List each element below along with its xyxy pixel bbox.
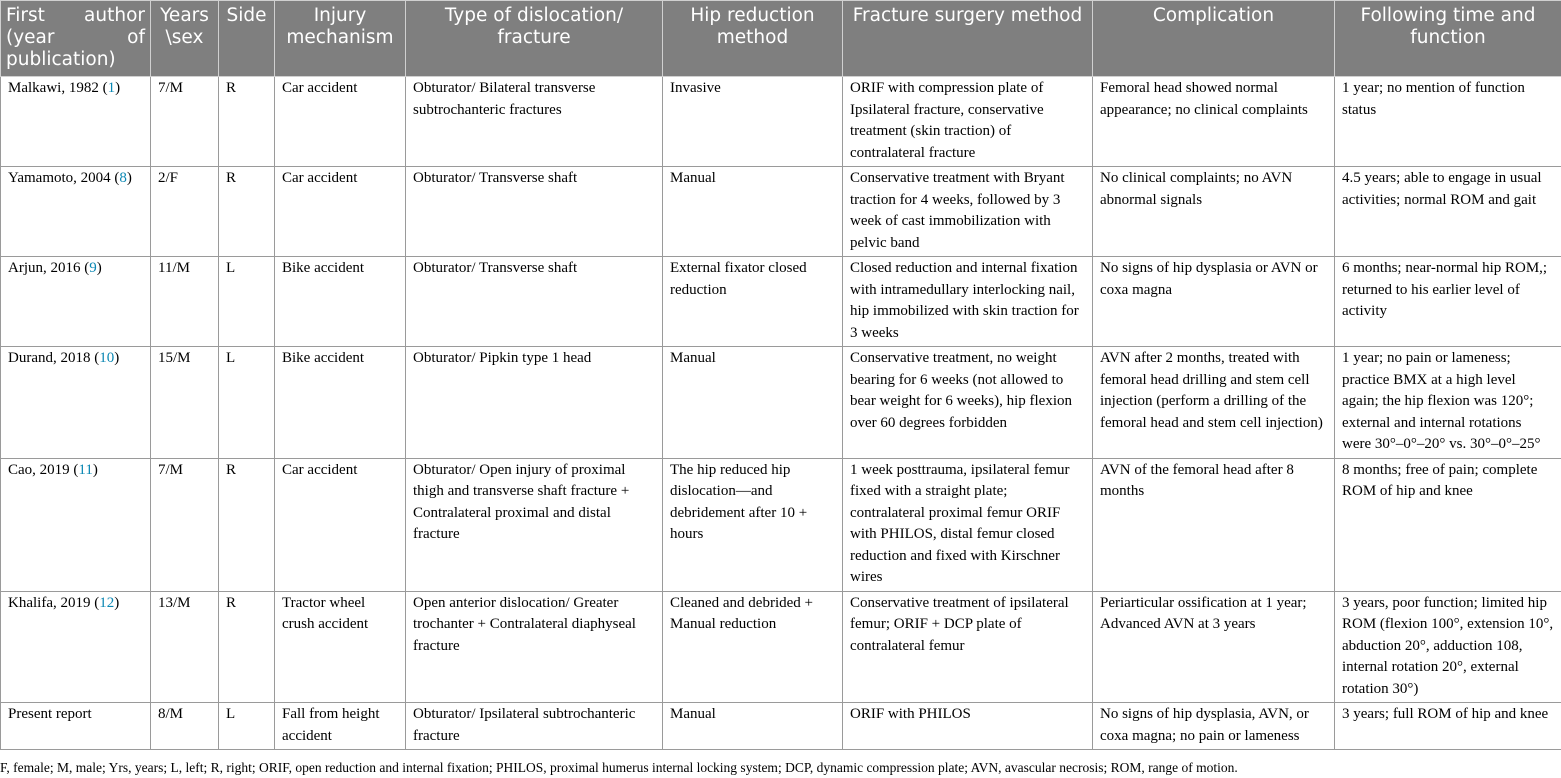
cell-followup: 6 months; near-normal hip ROM,; returned to his earlier level of activity: [1335, 257, 1561, 347]
cell-reduction: Manual: [663, 347, 843, 459]
table-row: [1, 591, 1561, 703]
header-side: Side: [219, 1, 275, 77]
citation-link[interactable]: 9: [89, 260, 97, 276]
citation-link[interactable]: 8: [119, 170, 127, 186]
header-years-sex: Years \sex: [151, 1, 219, 77]
cell-complication: AVN after 2 months, treated with femoral head drilling and stem cell injection (perform a drilling of the femoral head and stem cell injection): [1093, 347, 1335, 459]
header-dislocation-type: Type of dislocation/ fracture: [406, 1, 663, 77]
cell-author: Cao, 2019 (11): [1, 458, 151, 591]
cell-followup: 3 years, poor function; limited hip ROM (flexion 100°, extension 10°, abduction 20°, adduction 108, internal rotation 20°, external rotation 30°): [1335, 591, 1561, 703]
cell-age-sex: 13/M: [151, 591, 219, 703]
cell-side: L: [219, 347, 275, 459]
cell-mechanism: Bike accident: [275, 347, 406, 459]
cell-side: L: [219, 257, 275, 347]
cell-dislocation: Obturator/ Transverse shaft: [406, 257, 663, 347]
table-row: [1, 77, 1561, 167]
cell-surgery: Closed reduction and internal fixation with intramedullary interlocking nail, hip immobilized with skin traction for 3 weeks: [843, 257, 1093, 347]
table-row: [1, 167, 1561, 257]
cell-dislocation: Open anterior dislocation/ Greater trochanter + Contralateral diaphyseal fracture: [406, 591, 663, 703]
cell-author: Present report: [1, 703, 151, 750]
cell-followup: 8 months; free of pain; complete ROM of hip and knee: [1335, 458, 1561, 591]
cell-surgery: Conservative treatment of ipsilateral femur; ORIF + DCP plate of contralateral femur: [843, 591, 1093, 703]
cell-dislocation: Obturator/ Pipkin type 1 head: [406, 347, 663, 459]
cell-mechanism: Bike accident: [275, 257, 406, 347]
cell-mechanism: Car accident: [275, 458, 406, 591]
cell-side: L: [219, 703, 275, 750]
cell-surgery: Conservative treatment with Bryant traction for 4 weeks, followed by 3 week of cast immobilization with pelvic band: [843, 167, 1093, 257]
table-row: [1, 257, 1561, 347]
cell-author: Arjun, 2016 (9): [1, 257, 151, 347]
cell-reduction: Manual: [663, 167, 843, 257]
table-header-row: [1, 1, 1561, 77]
cell-reduction: The hip reduced hip dislocation—and debridement after 10 + hours: [663, 458, 843, 591]
cell-side: R: [219, 167, 275, 257]
header-injury-mechanism: Injury mechanism: [275, 1, 406, 77]
cell-followup: 3 years; full ROM of hip and knee: [1335, 703, 1561, 750]
cell-mechanism: Car accident: [275, 77, 406, 167]
cell-dislocation: Obturator/ Transverse shaft: [406, 167, 663, 257]
cell-surgery: 1 week posttrauma, ipsilateral femur fixed with a straight plate; contralateral proximal femur ORIF with PHILOS, distal femur closed reduction and fixed with Kirschner wires: [843, 458, 1093, 591]
cell-complication: No signs of hip dysplasia, AVN, or coxa magna; no pain or lameness: [1093, 703, 1335, 750]
cell-dislocation: Obturator/ Bilateral transverse subtrochanteric fractures: [406, 77, 663, 167]
cell-author: Durand, 2018 (10): [1, 347, 151, 459]
cell-surgery: Conservative treatment, no weight bearing for 6 weeks (not allowed to bear weight for 6 weeks), hip flexion over 60 degrees forbidden: [843, 347, 1093, 459]
header-following-time: Following time and function: [1335, 1, 1561, 77]
cell-reduction: Manual: [663, 703, 843, 750]
cell-age-sex: 2/F: [151, 167, 219, 257]
cell-complication: AVN of the femoral head after 8 months: [1093, 458, 1335, 591]
cell-side: R: [219, 458, 275, 591]
cell-complication: Periarticular ossification at 1 year; Advanced AVN at 3 years: [1093, 591, 1335, 703]
header-first-author: First author (year of publication): [1, 1, 151, 77]
cell-age-sex: 15/M: [151, 347, 219, 459]
table-footnote: F, female; M, male; Yrs, years; L, left; R, right; ORIF, open reduction and internal fixation; PHILOS, proximal humerus internal locking system; DCP, dynamic compression plate; AVN, avascular necrosis; ROM, range of motion.: [0, 760, 1238, 775]
cell-surgery: ORIF with PHILOS: [843, 703, 1093, 750]
header-surgery-method: Fracture surgery method: [843, 1, 1093, 77]
cell-side: R: [219, 77, 275, 167]
cell-reduction: External fixator closed reduction: [663, 257, 843, 347]
cell-age-sex: 8/M: [151, 703, 219, 750]
cell-author: Malkawi, 1982 (1): [1, 77, 151, 167]
cell-author: Yamamoto, 2004 (8): [1, 167, 151, 257]
cell-complication: Femoral head showed normal appearance; no clinical complaints: [1093, 77, 1335, 167]
cell-reduction: Invasive: [663, 77, 843, 167]
citation-link[interactable]: 12: [99, 594, 115, 611]
cell-age-sex: 11/M: [151, 257, 219, 347]
cell-author: Khalifa, 2019 (12): [1, 591, 151, 703]
table-row: [1, 703, 1561, 750]
cell-dislocation: Obturator/ Ipsilateral subtrochanteric fracture: [406, 703, 663, 750]
cell-surgery: ORIF with compression plate of Ipsilateral fracture, conservative treatment (skin traction) of contralateral fracture: [843, 77, 1093, 167]
cell-followup: 1 year; no pain or lameness; practice BMX at a high level again; the hip flexion was 120°; external and internal rotations were 30°–0°–20° vs. 30°–0°–25°: [1335, 347, 1561, 459]
cell-mechanism: Car accident: [275, 167, 406, 257]
cell-complication: No signs of hip dysplasia or AVN or coxa magna: [1093, 257, 1335, 347]
header-hip-reduction: Hip reduction method: [663, 1, 843, 77]
table-row: [1, 458, 1561, 591]
citation-link[interactable]: 1: [107, 80, 116, 96]
cell-side: R: [219, 591, 275, 703]
citation-link[interactable]: 10: [99, 350, 115, 366]
cell-complication: No clinical complaints; no AVN abnormal signals: [1093, 167, 1335, 257]
cell-age-sex: 7/M: [151, 77, 219, 167]
cell-dislocation: Obturator/ Open injury of proximal thigh and transverse shaft fracture + Contralateral proximal and distal fracture: [406, 458, 663, 591]
table-row: [1, 347, 1561, 459]
header-complication: Complication: [1093, 1, 1335, 77]
cell-mechanism: Tractor wheel crush accident: [275, 591, 406, 703]
cell-followup: 4.5 years; able to engage in usual activities; normal ROM and gait: [1335, 167, 1561, 257]
cell-age-sex: 7/M: [151, 458, 219, 591]
cell-followup: 1 year; no mention of function status: [1335, 77, 1561, 167]
citation-link[interactable]: 11: [78, 461, 93, 478]
cell-mechanism: Fall from height accident: [275, 703, 406, 750]
cell-reduction: Cleaned and debrided + Manual reduction: [663, 591, 843, 703]
